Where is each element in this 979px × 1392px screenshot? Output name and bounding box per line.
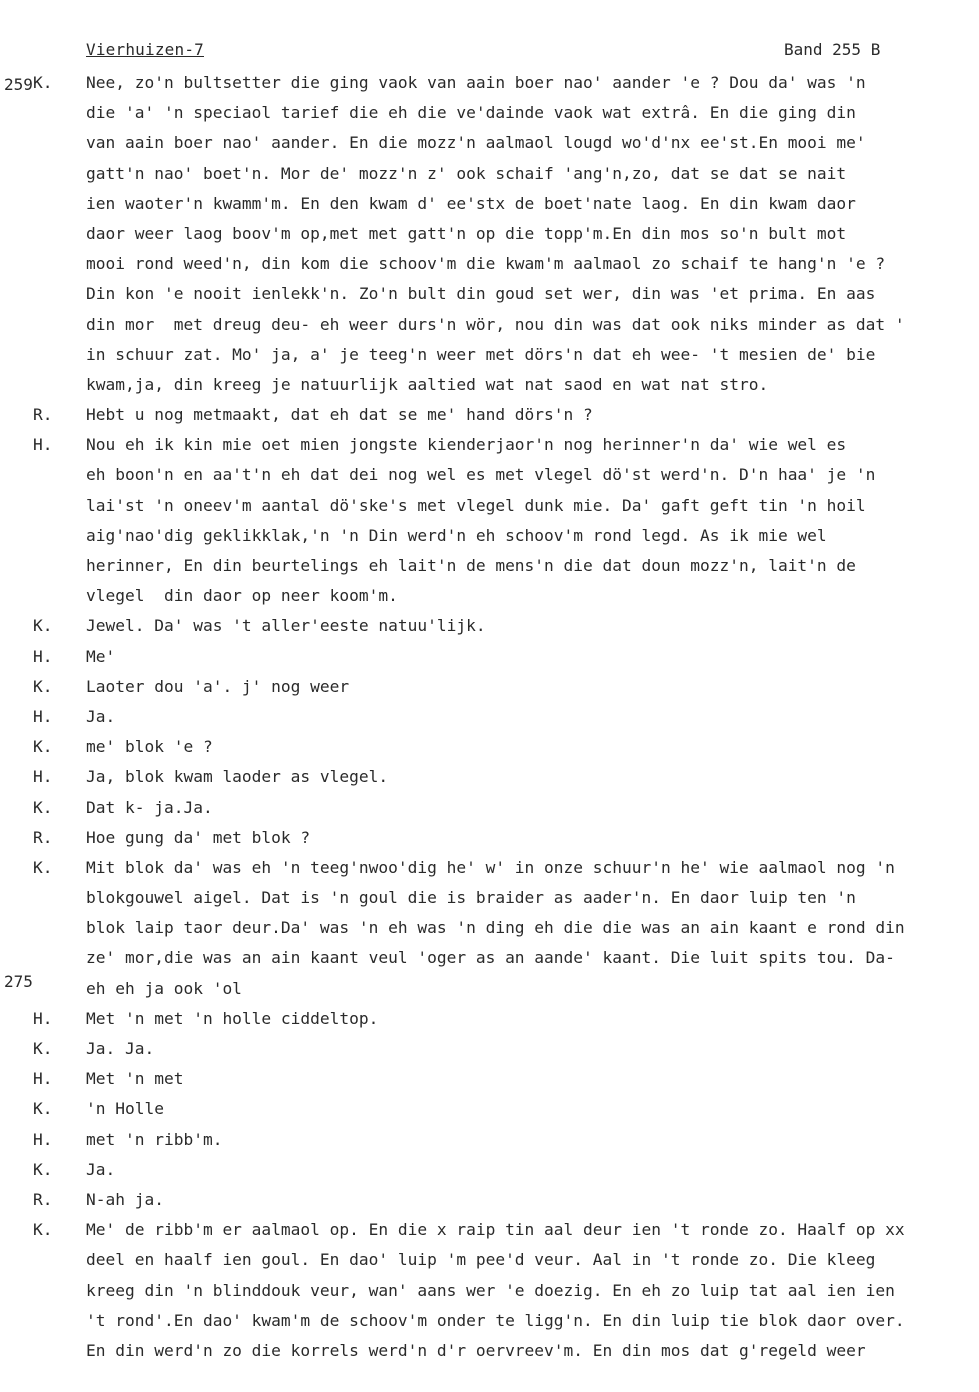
line-text: kreeg din 'n blinddouk veur, wan' aans wer 'e doezig. En eh zo luip tat aal ien ien xyxy=(86,1280,895,1300)
line-text: Met 'n met xyxy=(86,1069,184,1089)
transcript-line xyxy=(0,491,979,521)
line-text: blok laip taor deur.Da' was 'n eh was 'n ding eh die die was an ain kaant e rond din xyxy=(86,918,905,938)
line-text: aig'nao'dig geklikklak,'n 'n Din werd'n eh schoov'm rond legd. As ik mie wel xyxy=(86,525,827,545)
transcript-line xyxy=(0,732,979,762)
line-text: daor weer laog boov'm op,met met gatt'n op die topp'm.En din mos so'n bult mot xyxy=(86,223,847,243)
line-text: Ja. xyxy=(86,1159,116,1179)
transcript-line xyxy=(0,1064,979,1094)
transcript-line xyxy=(0,1155,979,1185)
transcript-line xyxy=(0,883,979,913)
line-text: deel en haalf ien goul. En dao' luip 'm pee'd veur. Aal in 't ronde zo. Die kleeg xyxy=(86,1250,876,1270)
speaker-label: K. xyxy=(33,857,53,877)
transcript-line xyxy=(0,340,979,370)
transcript-line xyxy=(0,310,979,340)
speaker-label: H. xyxy=(33,767,53,787)
transcript-line xyxy=(0,1185,979,1215)
line-text: Jewel. Da' was 't aller'eeste natuu'lijk. xyxy=(86,616,486,636)
speaker-label: H. xyxy=(33,1069,53,1089)
transcript-line xyxy=(0,430,979,460)
line-text: 't rond'.En dao' kwam'm de schoov'm onder te ligg'n. En din luip tie blok daor over. xyxy=(86,1310,905,1330)
line-text: Din kon 'e nooit ienlekk'n. Zo'n bult din goud set wer, din was 'et prima. En aas xyxy=(86,284,876,304)
transcript-line xyxy=(0,823,979,853)
tape-label: Band 255 B xyxy=(784,40,881,59)
transcript-line xyxy=(0,1125,979,1155)
transcript-line xyxy=(0,189,979,219)
line-text: blokgouwel aigel. Dat is 'n goul die is braider as aader'n. En daor luip ten 'n xyxy=(86,888,856,908)
transcript-line xyxy=(0,400,979,430)
line-text: kwam,ja, din kreeg je natuurlijk aaltied wat nat saod en wat nat stro. xyxy=(86,374,769,394)
line-text: Dat k- ja.Ja. xyxy=(86,797,213,817)
speaker-label: R. xyxy=(33,827,53,847)
transcript-line xyxy=(0,68,979,98)
line-text: van aain boer nao' aander. En die mozz'n aalmaol lougd wo'd'nx ee'st.En mooi me' xyxy=(86,133,866,153)
speaker-label: K. xyxy=(33,676,53,696)
speaker-label: K. xyxy=(33,1039,53,1058)
line-text: Ja, blok kwam laoder as vlegel. xyxy=(86,767,389,787)
line-text: gatt'n nao' boet'n. Mor de' mozz'n z' ook schaif 'ang'n,zo, dat se dat se nait xyxy=(86,163,847,183)
speaker-label: K. xyxy=(33,797,53,817)
speaker-label: H. xyxy=(33,706,53,726)
transcript-line xyxy=(0,370,979,400)
speaker-label: K. xyxy=(33,1159,53,1179)
transcript-line xyxy=(0,581,979,611)
speaker-label: H. xyxy=(33,1008,53,1028)
line-text: Laoter dou 'a'. j' nog weer xyxy=(86,676,350,696)
line-text: Met 'n met 'n holle ciddeltop. xyxy=(86,1008,379,1028)
line-text: die 'a' 'n speciaol tarief die eh die ve'dainde vaok wat extrâ. En die ging din xyxy=(86,103,856,123)
line-text: in schuur zat. Mo' ja, a' je teeg'n weer met dörs'n dat eh wee- 't mesien de' bie xyxy=(86,344,876,364)
transcript-line xyxy=(0,1004,979,1034)
transcript-line xyxy=(0,913,979,943)
transcript-lines xyxy=(0,68,979,1366)
line-text: En din werd'n zo die korrels werd'n d'r oervreev'm. En din mos dat g'regeld weer xyxy=(86,1340,866,1360)
speaker-label: H. xyxy=(33,435,53,455)
line-text: me' blok 'e ? xyxy=(86,737,213,757)
transcript-line xyxy=(0,1034,979,1064)
speaker-label: R. xyxy=(33,405,53,425)
transcript-line xyxy=(0,672,979,702)
line-text: lai'st 'n oneev'm aantal dö'ske's met vlegel dunk mie. Da' gaft geft tin 'n hoil xyxy=(86,495,866,515)
line-text: eh eh ja ook 'ol xyxy=(86,978,242,998)
transcript-line xyxy=(0,551,979,581)
line-text: Nee, zo'n bultsetter die ging vaok van aain boer nao' aander 'e ? Dou da' was 'n xyxy=(86,73,866,92)
transcript-line xyxy=(0,853,979,883)
speaker-label: H. xyxy=(33,646,53,666)
transcript-line xyxy=(0,762,979,792)
transcript-line xyxy=(0,219,979,249)
speaker-label: H. xyxy=(33,1129,53,1149)
speaker-label: K. xyxy=(33,1099,53,1119)
line-text: Ja. xyxy=(86,706,116,726)
transcript-line xyxy=(0,1276,979,1306)
transcript-line xyxy=(0,702,979,732)
transcript-line xyxy=(0,249,979,279)
transcript-line xyxy=(0,128,979,158)
speaker-label: R. xyxy=(33,1189,53,1209)
line-text: Hoe gung da' met blok ? xyxy=(86,827,311,847)
transcript-line xyxy=(0,159,979,189)
transcript-line xyxy=(0,1336,979,1366)
speaker-label: K. xyxy=(33,73,53,92)
line-text: Nou eh ik kin mie oet mien jongste kienderjaor'n nog herinner'n da' wie wel es xyxy=(86,435,847,455)
document-title: Vierhuizen-7 xyxy=(86,40,204,59)
line-text: 'n Holle xyxy=(86,1099,164,1119)
line-text: Hebt u nog metmaakt, dat eh dat se me' hand dörs'n ? xyxy=(86,405,593,425)
line-text: ze' mor,die was an ain kaant veul 'oger as an aande' kaant. Die luit spits tou. Da- xyxy=(86,948,895,968)
line-text: Me' de ribb'm er aalmaol op. En die x raip tin aal deur ien 't ronde zo. Haalf op xx xyxy=(86,1220,905,1240)
speaker-label: K. xyxy=(33,1220,53,1240)
line-text: herinner, En din beurtelings eh lait'n de mens'n die dat doun mozz'n, lait'n de xyxy=(86,556,856,575)
line-text: N-ah ja. xyxy=(86,1189,164,1209)
transcript-line xyxy=(0,1245,979,1275)
transcript-line xyxy=(0,1094,979,1124)
transcript-line xyxy=(0,943,979,973)
margin-counter-275: 275 xyxy=(4,972,33,991)
line-text: mooi rond weed'n, din kom die schoov'm die kwam'm aalmaol zo schaif te hang'n 'e ? xyxy=(86,254,886,274)
transcript-line xyxy=(0,521,979,551)
speaker-label: K. xyxy=(33,737,53,757)
line-text: Ja. Ja. xyxy=(86,1039,155,1058)
transcript-line xyxy=(0,611,979,641)
line-text: Me' xyxy=(86,646,116,666)
transcript-line xyxy=(0,793,979,823)
transcript-line xyxy=(0,279,979,309)
transcript-line xyxy=(0,1306,979,1336)
margin-counter-259: 259 xyxy=(4,75,33,94)
speaker-label: K. xyxy=(33,616,53,636)
transcript-line xyxy=(0,98,979,128)
transcript-line xyxy=(0,1215,979,1245)
transcript-line xyxy=(0,642,979,672)
transcript-line xyxy=(0,974,979,1004)
line-text: din mor met dreug deu- eh weer durs'n wör, nou din was dat ook niks minder as dat ' xyxy=(86,314,905,334)
transcript-line xyxy=(0,460,979,490)
line-text: met 'n ribb'm. xyxy=(86,1129,223,1149)
line-text: Mit blok da' was eh 'n teeg'nwoo'dig he' w' in onze schuur'n he' wie aalmaol nog 'n xyxy=(86,857,895,877)
line-text: vlegel din daor op neer koom'm. xyxy=(86,586,398,606)
line-text: ien waoter'n kwamm'm. En den kwam d' ee'stx de boet'nate laog. En din kwam daor xyxy=(86,193,856,213)
line-text: eh boon'n en aa't'n eh dat dei nog wel es met vlegel dö'st werd'n. D'n haa' je 'n xyxy=(86,465,876,485)
